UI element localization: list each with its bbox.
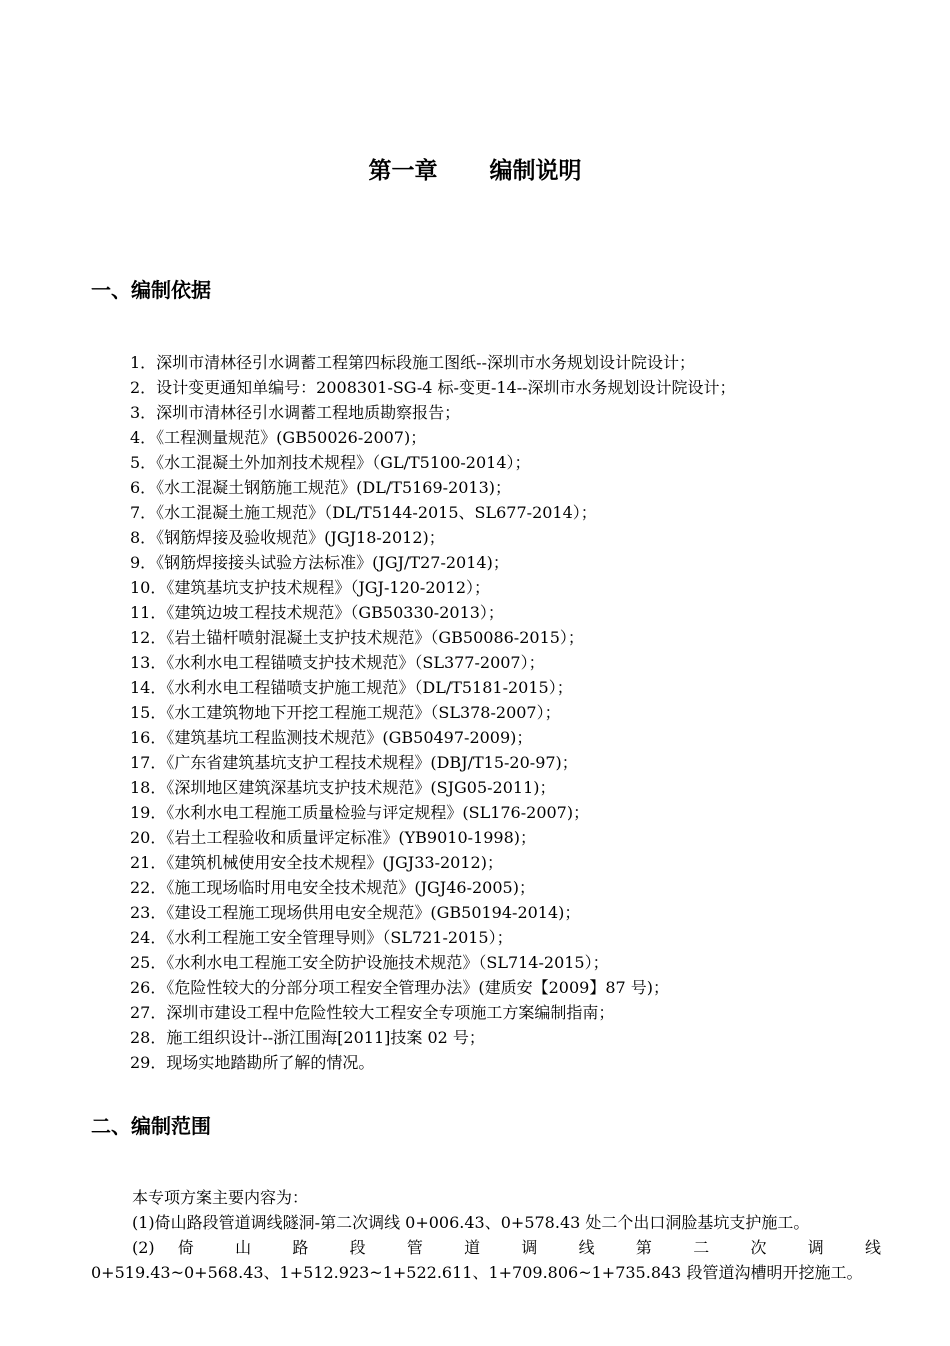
list-item: 3．深圳市清林径引水调蓄工程地质勘察报告； <box>130 403 461 422</box>
chapter-number: 第一章 <box>368 158 438 184</box>
list-item: 8．《钢筋焊接及验收规范》(JGJ18-2012)； <box>130 528 445 547</box>
list-item: 23．《建设工程施工现场供用电安全规范》(GB50194-2014)； <box>130 903 581 922</box>
list-item: 12．《岩土锚杆喷射混凝土支护技术规范》（GB50086-2015）； <box>130 628 584 647</box>
list-item: 21．《建筑机械使用安全技术规程》(JGJ33-2012)； <box>130 853 503 872</box>
list-item: 17．《广东省建筑基坑支护工程技术规程》(DBJ/T15-20-97)； <box>130 753 578 772</box>
list-item: 24．《水利工程施工安全管理导则》（SL721-2015）； <box>130 928 513 947</box>
list-item: 28．施工组织设计--浙江围海[2011]技案 02 号； <box>130 1028 485 1047</box>
section-heading-basis: 一、编制依据 <box>91 278 211 302</box>
scope-item-2-line-2: 0+519.43~0+568.43、1+512.923~1+522.611、1+709.806~1+735.843 段管道沟槽明开挖施工。 <box>91 1263 863 1282</box>
list-item: 14．《水利水电工程锚喷支护施工规范》（DL/T5181-2015）； <box>130 678 573 697</box>
list-item: 13．《水利水电工程锚喷支护技术规范》（SL377-2007）； <box>130 653 545 672</box>
list-item: 2．设计变更通知单编号：2008301-SG-4 标-变更-14--深圳市水务规划设计院设计； <box>130 378 736 397</box>
list-item: 7．《水工混凝土施工规范》（DL/T5144-2015、SL677-2014）； <box>130 503 597 522</box>
scope-body <box>91 1185 881 1285</box>
list-item: 1．深圳市清林径引水调蓄工程第四标段施工图纸--深圳市水务规划设计院设计； <box>130 353 695 372</box>
list-item: 10．《建筑基坑支护技术规程》（JGJ-120-2012）； <box>130 578 491 597</box>
chapter-name: 编制说明 <box>489 158 582 184</box>
list-item: 26．《危险性较大的分部分项工程安全管理办法》(建质安【2009】87 号)； <box>130 978 670 997</box>
chapter-title <box>0 152 950 185</box>
list-item: 11．《建筑边坡工程技术规范》（GB50330-2013）； <box>130 603 504 622</box>
list-item: 16．《建筑基坑工程监测技术规范》(GB50497-2009)； <box>130 728 533 747</box>
list-item: 6．《水工混凝土钢筋施工规范》(DL/T5169-2013)； <box>130 478 512 497</box>
list-item: 4．《工程测量规范》(GB50026-2007)； <box>130 428 427 447</box>
list-item: 15．《水工建筑物地下开挖工程施工规范》（SL378-2007）； <box>130 703 561 722</box>
list-item: 22．《施工现场临时用电安全技术规范》(JGJ46-2005)； <box>130 878 535 897</box>
list-item: 27．深圳市建设工程中危险性较大工程安全专项施工方案编制指南； <box>130 1003 615 1022</box>
list-item: 25．《水利水电工程施工安全防护设施技术规范》（SL714-2015）； <box>130 953 609 972</box>
list-item: 9．《钢筋焊接接头试验方法标准》(JGJ/T27-2014)； <box>130 553 509 572</box>
list-item: 18．《深圳地区建筑深基坑支护技术规范》(SJG05-2011)； <box>130 778 556 797</box>
section-heading-scope: 二、编制范围 <box>91 1114 211 1138</box>
list-item: 29．现场实地踏勘所了解的情况。 <box>130 1053 375 1072</box>
basis-list <box>130 350 736 1075</box>
list-item: 5．《水工混凝土外加剂技术规程》（GL/T5100-2014）； <box>130 453 531 472</box>
list-item: 19．《水利水电工程施工质量检验与评定规程》(SL176-2007)； <box>130 803 590 822</box>
scope-intro: 本专项方案主要内容为： <box>132 1188 309 1207</box>
list-item: 20．《岩土工程验收和质量评定标准》(YB9010-1998)； <box>130 828 537 847</box>
scope-item-2-line-1: (2) 倚 山 路 段 管 道 调 线 第 二 次 调 线 <box>132 1238 881 1257</box>
scope-item-1: (1)倚山路段管道调线隧洞-第二次调线 0+006.43、0+578.43 处二个出口洞脸基坑支护施工。 <box>132 1213 810 1232</box>
